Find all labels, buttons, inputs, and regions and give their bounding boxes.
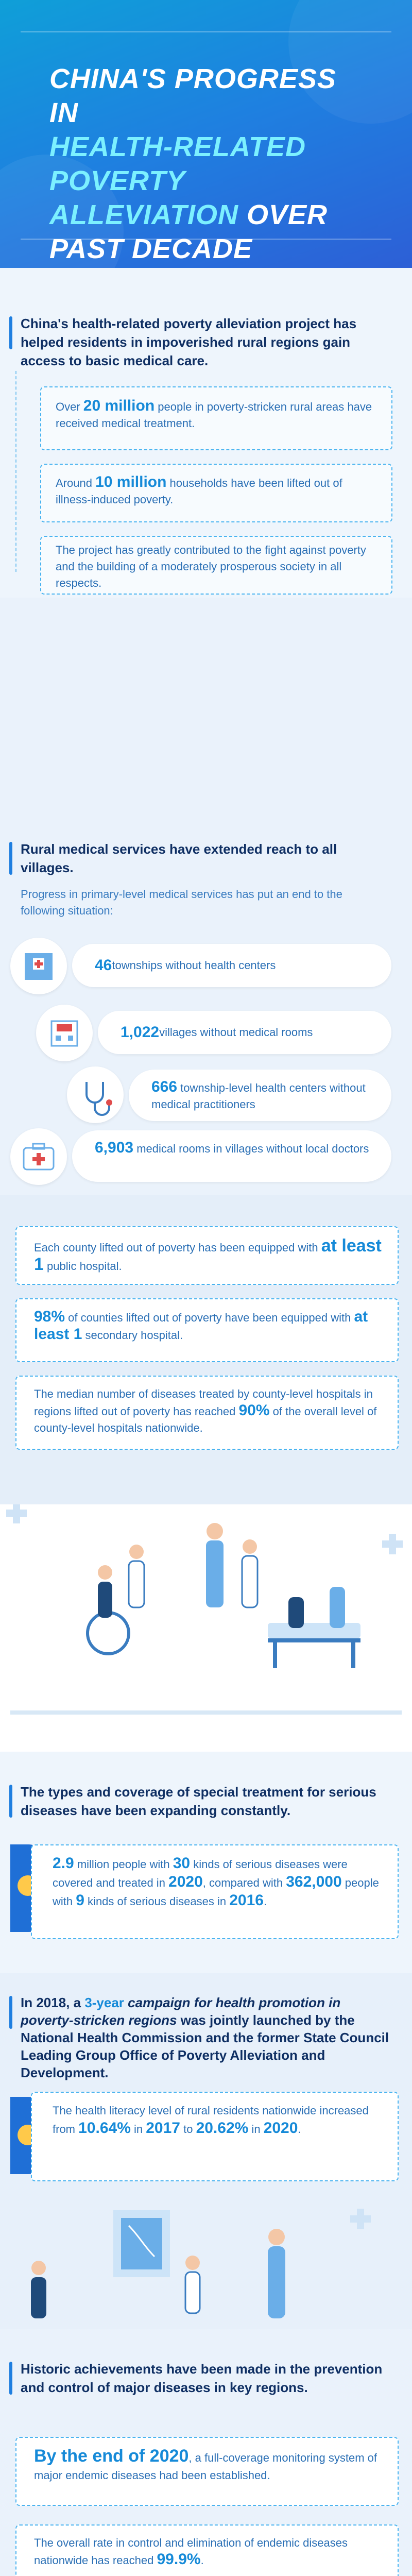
hospital-icon <box>10 938 67 994</box>
campaign-card <box>31 2092 399 2181</box>
county-card-3 <box>15 1376 399 1450</box>
serious-t2: kinds of serious diseases were covered and treated in <box>53 1858 348 1889</box>
rural-item-3 <box>129 1070 391 1121</box>
illustration-hospital-scene <box>0 1504 412 1752</box>
title-line-1: CHINA'S PROGRESS IN <box>49 63 336 128</box>
intro-card-1-num: 20 million <box>83 397 155 414</box>
hero-banner <box>0 0 412 268</box>
clinic-icon <box>36 1005 93 1061</box>
diseases-card-1-text <box>34 2447 384 2484</box>
serious-n6: 2016 <box>229 1892 264 1909</box>
campaign-post: was jointly launched by the National Health Commission and the former State Council Leading Group Office of Poverty Alleviation and Development. <box>21 2012 389 2080</box>
county-card-1 <box>15 1226 399 1285</box>
county-section <box>0 1195 412 1752</box>
rural-subheading: Progress in primary-level medical services has put an end to the following situation: <box>21 888 342 917</box>
county-card-2 <box>15 1298 399 1362</box>
diseases-card-2-post: . <box>200 2554 204 2567</box>
intro-card-2-pre: Around <box>56 477 96 489</box>
rural-item-1-num: 46 <box>95 957 112 974</box>
county-card-2-post: secondary hospital. <box>82 1329 183 1342</box>
intro-card-1 <box>40 386 392 450</box>
rural-item-1 <box>72 944 391 987</box>
serious-t5: kinds of serious diseases in <box>84 1895 230 1908</box>
rural-item-3-label: township-level health centers without medical practitioners <box>151 1081 366 1111</box>
rural-item-3-text <box>151 1079 378 1113</box>
campaign-num: 3-year <box>84 1995 124 2010</box>
stethoscope-icon <box>67 1066 124 1123</box>
rural-heading: Rural medical services have extended reach to all villages. <box>21 840 391 877</box>
campaign-section <box>0 1973 412 2329</box>
serious-t6: . <box>263 1895 267 1908</box>
diseases-section <box>0 2329 412 2576</box>
campaign-t2: to <box>180 2123 196 2136</box>
diseases-card-2-text <box>34 2535 384 2569</box>
diseases-heading: Historic achievements have been made in the prevention and control of major diseases in key regions. <box>21 2360 391 2397</box>
intro-heading: China's health-related poverty alleviation project has helped residents in impoverished rural regions gain access to basic medical care. <box>21 314 391 370</box>
serious-n1: 2.9 <box>53 1855 74 1872</box>
rural-item-2-label: villages without medical rooms <box>159 1026 313 1039</box>
intro-card-1-post: people in poverty-stricken rural areas have received medical treatment. <box>56 400 372 430</box>
title-line-3a: ALLEVIATION <box>49 199 238 230</box>
rural-item-4 <box>72 1130 391 1182</box>
campaign-n3: 20.62% <box>196 2120 249 2137</box>
title-line-3 <box>49 198 369 232</box>
campaign-t3: in <box>248 2123 264 2136</box>
serious-t3: , compared with <box>202 1876 286 1889</box>
campaign-card-text <box>53 2102 382 2138</box>
first-aid-kit-icon <box>10 1128 67 1185</box>
campaign-heading <box>21 1994 391 2081</box>
diseases-card-2-num: 99.9% <box>157 2551 201 2568</box>
intro-card-3 <box>40 536 392 595</box>
diseases-card-1 <box>15 2437 399 2506</box>
campaign-mid: campaign for health promotion in poverty-stricken regions <box>21 1995 341 2028</box>
county-card-3-post: of the overall level of county-level hospitals nationwide. <box>34 1405 377 1434</box>
serious-heading: The types and coverage of special treatment for serious diseases have been expanding constantly. <box>21 1783 391 1820</box>
campaign-n2: 2017 <box>146 2120 180 2137</box>
rural-item-2-num: 1,022 <box>121 1024 160 1041</box>
campaign-n1: 10.64% <box>78 2120 131 2137</box>
county-card-2-num2: at least 1 <box>34 1308 368 1343</box>
intro-section <box>0 268 412 598</box>
serious-t4: people with <box>53 1876 379 1908</box>
intro-card-2-text <box>56 474 380 508</box>
serious-card <box>31 1844 399 1939</box>
serious-n2: 30 <box>173 1855 191 1872</box>
county-card-1-num: at least 1 <box>34 1236 382 1274</box>
campaign-n4: 2020 <box>263 2120 298 2137</box>
rural-item-4-text <box>95 1140 373 1157</box>
county-card-1-text <box>34 1238 384 1275</box>
diseases-card-2 <box>15 2524 399 2576</box>
serious-t1: million people with <box>74 1858 173 1871</box>
campaign-pre: In 2018, a <box>21 1995 85 2010</box>
intro-card-1-pre: Over <box>56 400 83 413</box>
county-card-1-post: public hospital. <box>43 1260 122 1273</box>
county-card-1-pre: Each county lifted out of poverty has been equipped with <box>34 1241 321 1254</box>
county-card-3-text <box>34 1386 384 1436</box>
intro-card-2-post: households have been lifted out of illness-induced poverty. <box>56 477 342 506</box>
serious-n3: 2020 <box>168 1873 203 1890</box>
rural-item-1-label: townships without health centers <box>112 959 276 972</box>
timeline-line <box>15 371 18 572</box>
rural-item-3-num: 666 <box>151 1078 178 1095</box>
title-line-3b: OVER <box>238 199 328 230</box>
county-card-2-text <box>34 1309 384 1344</box>
page-title <box>49 62 369 266</box>
campaign-t1: in <box>130 2123 146 2136</box>
diseases-card-2-pre: The overall rate in control and elimination of endemic diseases nationwide has reached <box>34 2536 348 2567</box>
rural-item-4-num: 6,903 <box>95 1139 134 1156</box>
county-card-3-num: 90% <box>238 1402 270 1419</box>
diseases-card-1-post: , a full-coverage monitoring system of major endemic diseases had been established. <box>34 2451 377 2482</box>
intro-card-3-text: The project has greatly contributed to the fight against poverty and the building of a moderately prosperous society in all respects. <box>56 544 366 589</box>
campaign-card-pre: The health literacy level of rural residents nationwide increased from <box>53 2104 369 2136</box>
serious-card-text <box>53 1855 382 1910</box>
rural-section <box>0 598 412 1195</box>
campaign-t4: . <box>298 2123 301 2136</box>
county-card-3-pre: The median number of diseases treated by county-level hospitals in regions lifted out of poverty has reached <box>34 1387 373 1418</box>
rural-item-2-text <box>121 1011 313 1054</box>
county-card-2-num: 98% <box>34 1308 65 1325</box>
illustration-research-scene <box>0 2195 412 2329</box>
title-line-2: HEALTH-RELATED POVERTY <box>49 131 306 196</box>
intro-card-2-num: 10 million <box>95 473 167 490</box>
rural-item-1-text <box>95 944 276 987</box>
intro-card-1-text <box>56 398 380 432</box>
serious-n5: 9 <box>76 1892 84 1909</box>
title-line-4: PAST DECADE <box>49 233 253 264</box>
serious-section <box>0 1752 412 1973</box>
intro-card-2 <box>40 464 392 522</box>
serious-n4: 362,000 <box>286 1873 342 1890</box>
county-card-2-mid: of counties lifted out of poverty have been equipped with <box>65 1311 354 1324</box>
diseases-card-1-num: By the end of 2020 <box>34 2446 189 2466</box>
rural-item-4-label: medical rooms in villages without local doctors <box>133 1142 369 1155</box>
rural-item-2 <box>98 1011 391 1054</box>
